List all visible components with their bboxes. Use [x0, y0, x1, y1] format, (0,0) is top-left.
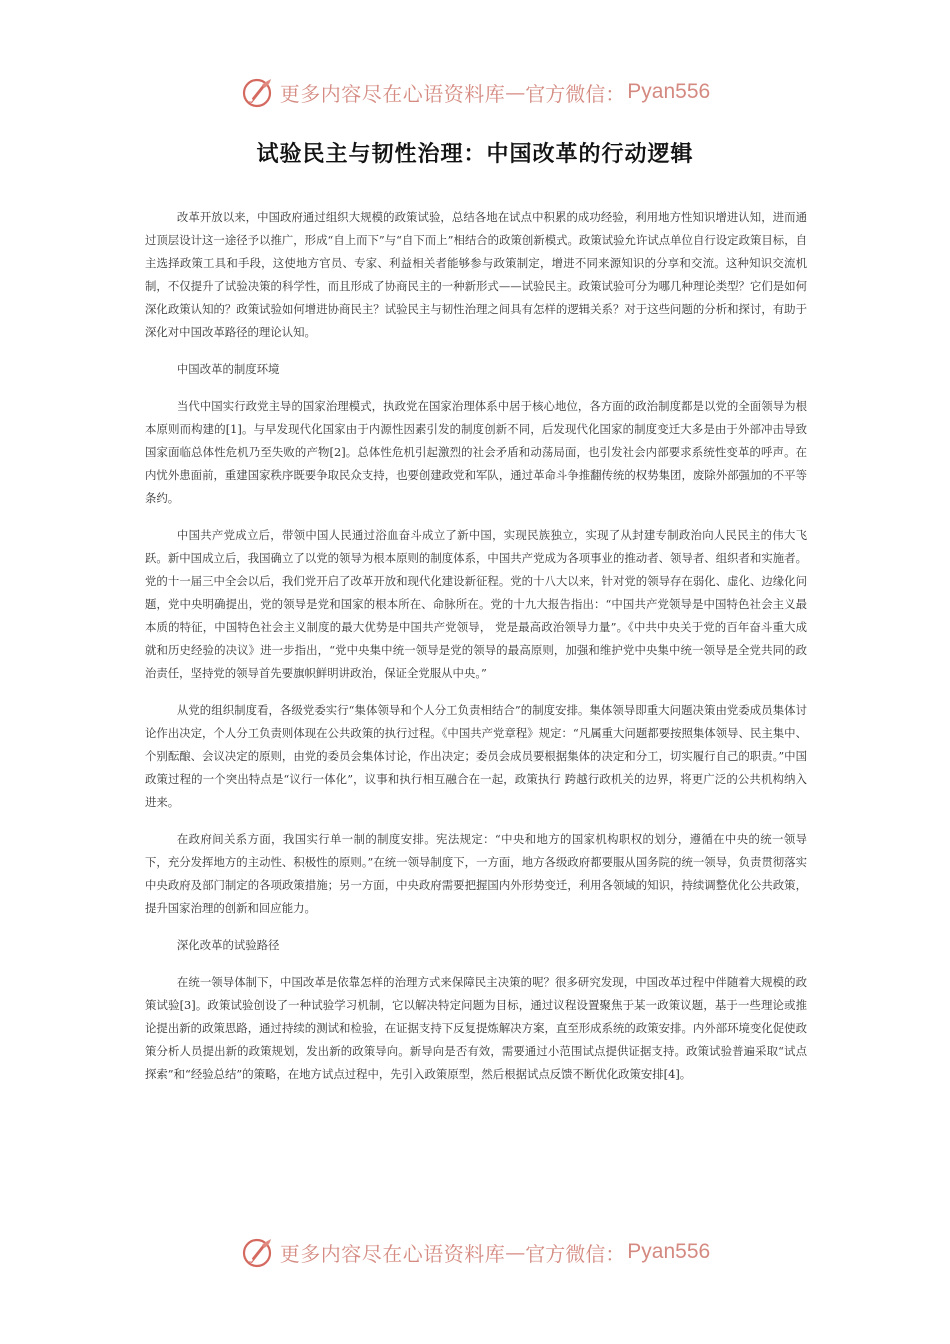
paragraph-party-history: 中国共产党成立后，带领中国人民通过浴血奋斗成立了新中国，实现民族独立，实现了从封建专制政治向人民民主的伟大飞跃。新中国成立后，我国确立了以党的领导为根本原则的制度体系，中国共产党成为各项事业的推动者、领导者、组织者和实施者。党的十一届三中全会以后，我们党开启了改革开放和现代化建设新征程。党的十八大以来，针对党的领导存在弱化、虚化、边缘化问题，党中央明确提出，党的领导是党和国家的根本所在、命脉所在。党的十九大报告指出：“中国共产党领导是中国特色社会主义最本质的特征，中国特色社会主义制度的最大优势是中国共产党领导， 党是最高政治领导力量”。《中共中央关于党的百年奋斗重大成就和历史经验的决议》进一步指出，“党中央集中统一领导是党的领导的最高原则，加强和维护党中央集中统一领导是全党共同的政治责任，坚持党的领导首先要旗帜鲜明讲政治，保证全党服从中央。” [145, 528, 807, 680]
watermark-content [240, 1235, 710, 1269]
paragraph-organization-system: 从党的组织制度看，各级党委实行“集体领导和个人分工负责相结合”的制度安排。集体领导即重大问题决策由党委成员集体讨论作出决定，个人分工负责则体现在公共政策的执行过程。《中国共产党章程》规定：“凡属重大问题都要按照集体领导、民主集中、个别酝酿、会议决定的原则，由党的委员会集体讨论，作出决定；委员会成员要根据集体的决定和分工，切实履行自己的职责。”中国政策过程的一个突出特点是“议行一体化”，议事和执行相互融合在一起，政策执行 跨越行政机关的边界，将更广泛的公共机构纳入进来。 [145, 703, 807, 809]
quill-logo-icon [240, 75, 274, 109]
watermark-content [240, 75, 710, 109]
watermark-text: 更多内容尽在心语资料库 [279, 1241, 506, 1266]
paragraph-intergovernmental-relations: 在政府间关系方面，我国实行单一制的制度安排。宪法规定：“中央和地方的国家机构职权的划分，遵循在中央的统一领导下，充分发挥地方的主动性、积极性的原则。”在统一领导制度下，一方面，地方各级政府都要服从国务院的统一领导，负责贯彻落实中央政府及部门制定的各项政策措施；另一方面，中央政府需要把握国内外形势变迁，利用各领域的知识，持续调整优化公共政策，提升国家治理的创新和回应能力。 [145, 832, 807, 915]
watermark-separator: — [505, 1240, 526, 1264]
watermark-banner-top [0, 72, 950, 112]
section-heading-institutional-environment: 中国改革的制度环境 [176, 362, 280, 376]
watermark-wechat-label: 官方微信： [525, 81, 626, 106]
quill-logo-icon [240, 1235, 274, 1269]
document-title: 试验民主与韧性治理：中国改革的行动逻辑 [256, 142, 694, 167]
watermark-wechat-label: 官方微信： [525, 1241, 626, 1266]
section-heading-experimental-path: 深化改革的试验路径 [176, 938, 280, 952]
watermark-wechat-id: Pyan556 [627, 1240, 711, 1263]
watermark-text: 更多内容尽在心语资料库 [279, 81, 506, 106]
paragraph-intro: 改革开放以来，中国政府通过组织大规模的政策试验，总结各地在试点中积累的成功经验，利用地方性知识增进认知，进而通过顶层设计这一途径予以推广，形成“自上而下”与“自下而上”相结合的政策创新模式。政策试验允许试点单位自行设定政策目标，自主选择政策工具和手段，这使地方官员、专家、利益相关者能够参与政策制定，增进不同来源知识的分享和交流。这种知识交流机制，不仅提升了试验决策的科学性，而且形成了协商民主的一种新形式——试验民主。政策试验可分为哪几种理论类型？它们是如何深化政策认知的？政策试验如何增进协商民主？试验民主与韧性治理之间具有怎样的逻辑关系？对于这些问题的分析和探讨，有助于深化对中国改革路径的理论认知。 [145, 210, 807, 339]
watermark-banner-bottom [0, 1232, 950, 1272]
watermark-wechat-id: Pyan556 [627, 80, 711, 103]
paragraph-policy-experiment: 在统一领导体制下，中国改革是依靠怎样的治理方式来保障民主决策的呢？很多研究发现，中国改革过程中伴随着大规模的政策试验[3]。政策试验创设了一种试验学习机制，它以解决特定问题为目标，通过议程设置聚焦于某一政策议题，基于一些理论或推论提出新的政策思路，通过持续的测试和检验，在证据支持下反复提炼解决方案，直至形成系统的政策安排。内外部环境变化促使政策分析人员提出新的政策规划，发出新的政策导向。新导向是否有效，需要通过小范围试点提供证据支持。政策试验普遍采取“试点探索”和“经验总结”的策略，在地方试点过程中，先引入政策原型，然后根据试点反馈不断优化政策安排[4]。 [145, 975, 807, 1081]
document-body [145, 206, 807, 1100]
watermark-separator: — [505, 80, 526, 104]
paragraph-party-governance: 当代中国实行政党主导的国家治理模式，执政党在国家治理体系中居于核心地位，各方面的政治制度都是以党的全面领导为根本原则而构建的[1]。与早发现代化国家由于内源性因素引发的制度创新不同，后发现代化国家的制度变迁大多是由于外部冲击导致国家面临总体性危机乃至失败的产物[2]。总体性危机引起激烈的社会矛盾和动荡局面，也引发社会内部要求系统性变革的呼声。在内忧外患面前，重建国家秩序既要争取民众支持，也要创建政党和军队，通过革命斗争推翻传统的权势集团，废除外部强加的不平等条约。 [145, 399, 807, 505]
